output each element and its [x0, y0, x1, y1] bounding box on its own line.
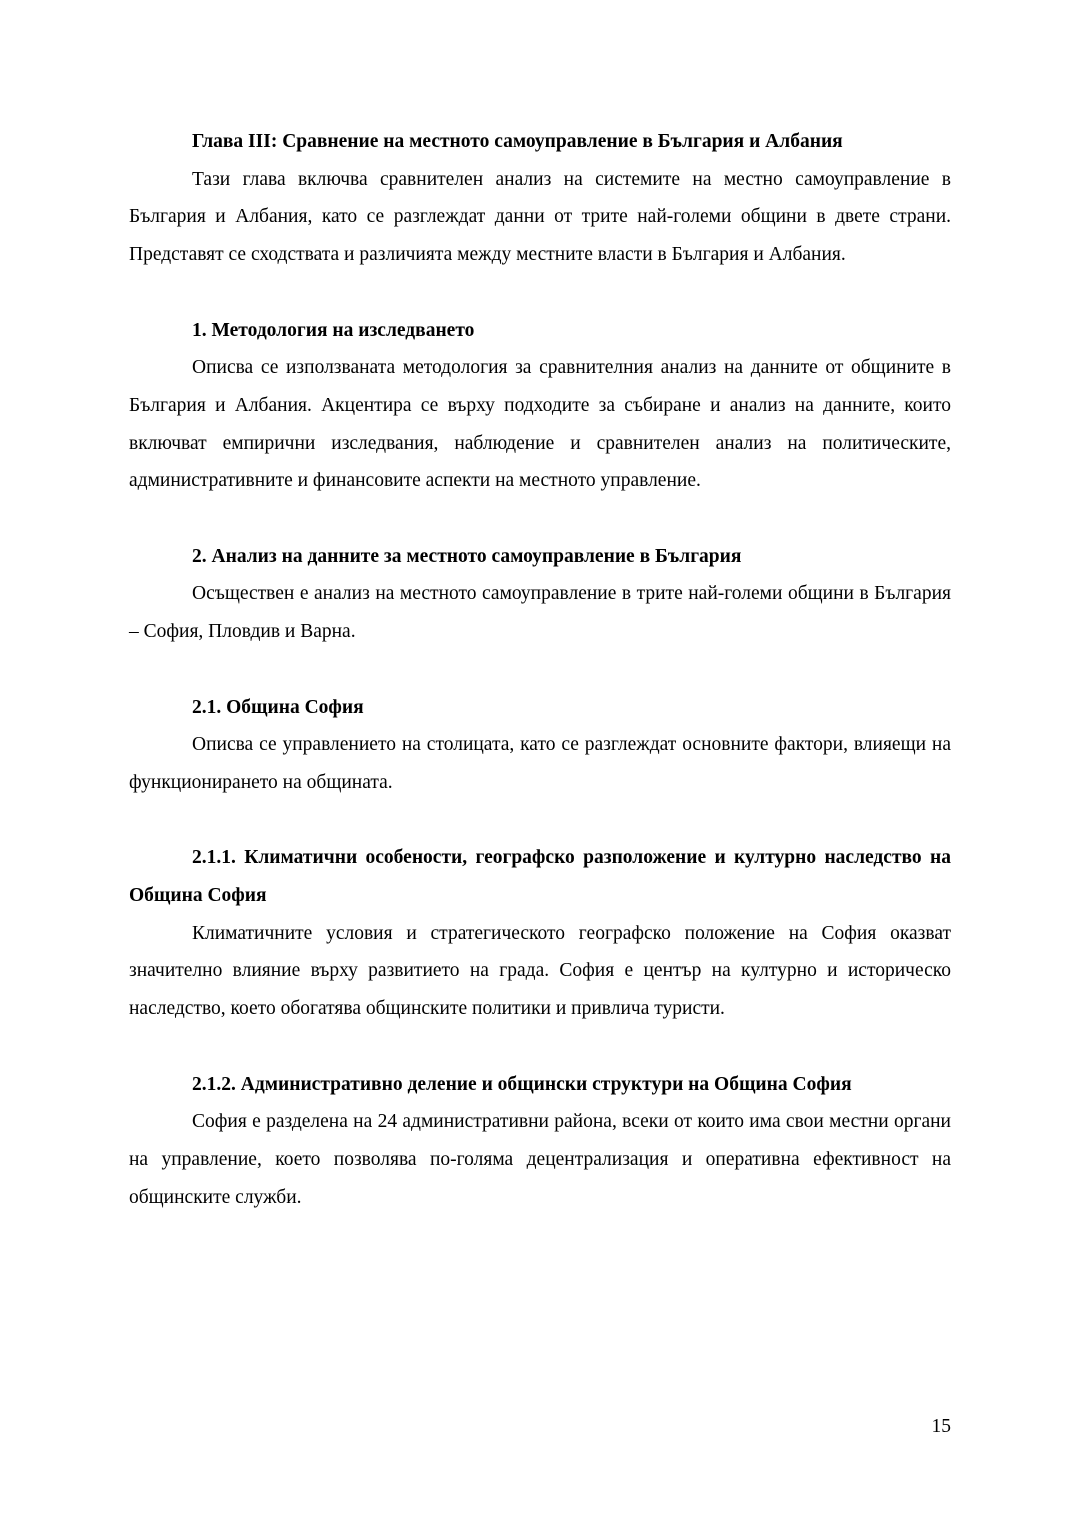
section-heading-sofia-administration: 2.1.2. Административно деление и общински структури на Община София — [192, 1073, 852, 1095]
chapter-title: Глава III: Сравнение на местното самоуправление в България и Албания — [192, 131, 843, 152]
spacer — [129, 651, 951, 689]
chapter-intro: Тази глава включва сравнителен анализ на системите на местно самоуправление в България и Албания, като се разглеждат данни от трите най-големи общини в двете страни. Представят се сходствата и различията между местните власти в България и Албания. — [129, 168, 951, 266]
section-text-sofia: Описва се управлението на столицата, като се разглеждат основните фактори, влияещи на функционирането на общината. — [129, 734, 951, 793]
section-heading-sofia-climate: 2.1.1. Климатични особености, географско разположение и културно наследство на Община София — [129, 847, 951, 906]
spacer — [129, 500, 951, 538]
section-text-bulgaria-analysis: Осъществен е анализ на местното самоуправление в трите най-големи общини в България – София, Пловдив и Варна. — [129, 583, 951, 643]
page-number: 15 — [931, 1416, 951, 1437]
section-text-sofia-climate: Климатичните условия и стратегическото географско положение на София оказват значително влияние върху развитието на града. София е център на културно и историческо наследство, което обогатява общинските политики и привлича туристи. — [129, 922, 951, 1020]
section-text-methodology: Описва се използваната методология за сравнителния анализ на данните от общините в България и Албания. Акцентира се върху подходите за събиране и анализ на данните, които включват емпирични изследвания, наблюдение и сравнителен анализ на политическите, административните и финансовите аспекти на местното управление. — [129, 357, 951, 492]
section-heading-bulgaria-analysis: 2. Анализ на данните за местното самоуправление в България — [192, 545, 742, 567]
spacer — [129, 1028, 951, 1066]
section-heading-methodology: 1. Методология на изследването — [192, 319, 475, 341]
page-content — [129, 123, 951, 1216]
spacer — [129, 274, 951, 312]
section-text-sofia-administration: София е разделена на 24 административни района, всеки от които има свои местни органи на управление, което позволява по-голяма децентрализация и оперативна ефективност на общинските служби. — [129, 1111, 951, 1208]
spacer — [129, 802, 951, 840]
section-heading-sofia: 2.1. Община София — [192, 696, 364, 718]
